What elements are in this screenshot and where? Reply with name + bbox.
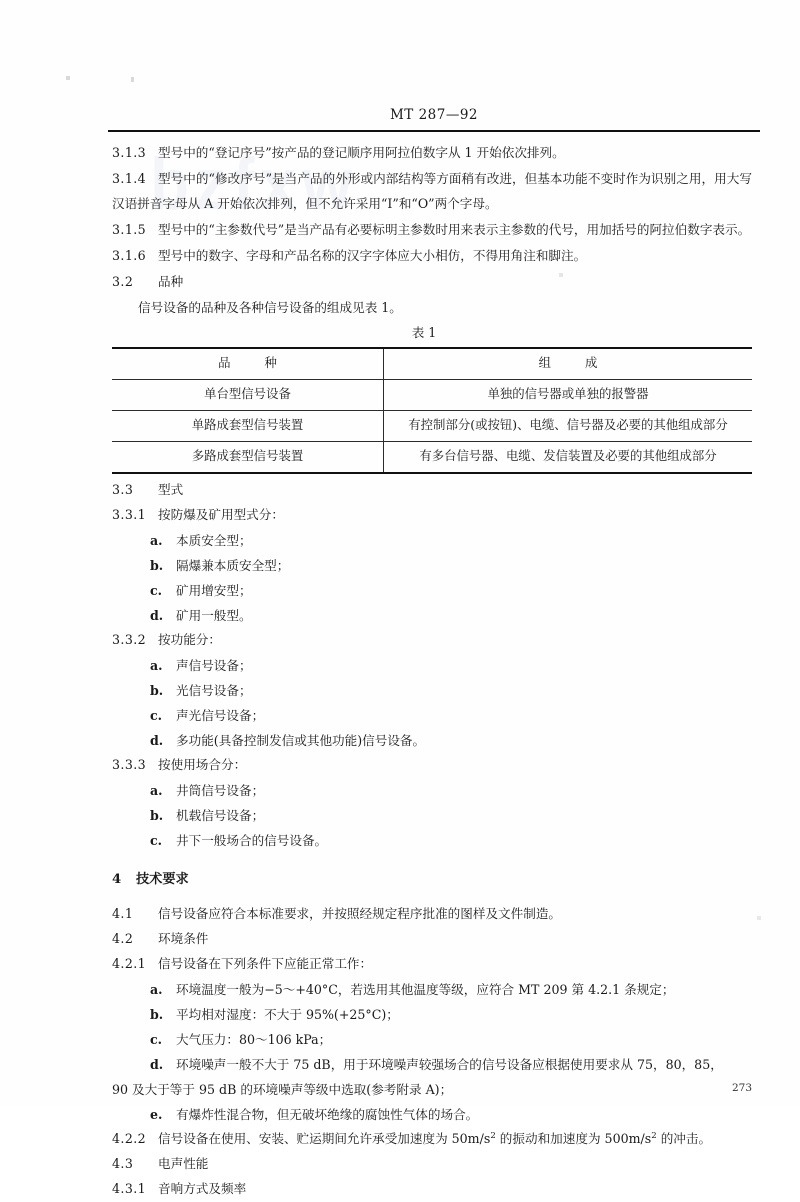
clause-4-1 <box>112 902 752 926</box>
clause-4-3-1-heading <box>112 1177 752 1201</box>
clause-title: 型式 <box>158 482 184 497</box>
item-text: 大气压力：80～106 kPa； <box>176 1032 332 1047</box>
table-cell-composition: 单独的信号器或单独的报警器 <box>384 380 753 411</box>
clause-3-3-1-heading <box>112 503 752 527</box>
clause-text: 型号中的“修改序号”是当产品的外形或内部结构等方面稍有改进，但基本功能不变时作为识别之用，用大写汉语拼音字母从 A 开始依次排列，但不允许采用“I”和“O”两个字母。 <box>112 171 752 211</box>
clause-4-2-1-heading <box>112 952 752 976</box>
table-1-caption: 表 1 <box>411 325 437 340</box>
list-item <box>112 1052 752 1077</box>
item-text: 声光信号设备； <box>176 708 265 723</box>
item-text: 本质安全型； <box>176 533 252 548</box>
item-text: 隔爆兼本质安全型； <box>176 558 290 573</box>
item-text: 有爆炸性混合物，但无破坏绝缘的腐蚀性气体的场合。 <box>176 1107 479 1122</box>
table-header-variety-b: 种 <box>264 355 277 371</box>
clause-3-1-4 <box>112 166 752 216</box>
list-item <box>112 603 752 628</box>
clause-text: 型号中的数字、字母和产品名称的汉字字体应大小相仿，不得用角注和脚注。 <box>158 248 587 263</box>
item-text: 井筒信号设备； <box>176 783 265 798</box>
page-number: 273 <box>731 1082 752 1094</box>
list-item <box>112 528 752 553</box>
table-header-variety <box>112 348 384 380</box>
clause-number: 3.3.2 <box>112 632 147 647</box>
clause-title: 电声性能 <box>158 1156 209 1171</box>
list-item <box>112 728 752 753</box>
paper-speck <box>131 77 134 82</box>
clause-text-part-a: 信号设备在使用、安装、贮运期间允许承受加速度为 50m/s <box>158 1131 491 1146</box>
clause-number: 3.1.4 <box>112 171 147 186</box>
list-item <box>112 578 752 603</box>
item-letter: e. <box>150 1107 163 1122</box>
item-letter: b. <box>150 1007 164 1022</box>
clause-3-1-5 <box>112 217 752 242</box>
list-item <box>112 703 752 728</box>
table-row <box>112 380 752 411</box>
list-item <box>112 778 752 803</box>
superscript-exponent: 2 <box>651 1130 657 1141</box>
clause-3-2-body: 信号设备的品种及各种信号设备的组成见表 1。 <box>138 300 402 315</box>
item-letter: c. <box>150 1032 163 1047</box>
table-header-row <box>112 348 752 380</box>
item-text: 环境噪声一般不大于 75 dB，用于环境噪声较强场合的信号设备应根据使用要求从 75，80，85， <box>176 1057 723 1072</box>
clause-text-part-b: 的振动和加速度为 500m/s <box>495 1131 652 1146</box>
paper-speck <box>66 76 70 80</box>
clause-text: 型号中的“登记序号”按产品的登记顺序用阿拉伯数字从 1 开始依次排列。 <box>158 145 565 160</box>
clause-text: 信号设备应符合本标准要求，并按照经规定程序批准的图样及文件制造。 <box>158 906 561 921</box>
list-item <box>112 553 752 578</box>
item-text: 井下一般场合的信号设备。 <box>176 833 328 848</box>
paper-speck <box>757 916 761 920</box>
clause-title: 按防爆及矿用型式分： <box>158 507 284 522</box>
table-cell-composition: 有多台信号器、电缆、发信装置及必要的其他组成部分 <box>384 442 753 474</box>
table-cell-variety: 单路成套型信号装置 <box>112 411 384 442</box>
clause-title: 按使用场合分： <box>158 757 247 772</box>
item-letter: a. <box>150 658 163 673</box>
table-cell-variety: 单台型信号设备 <box>112 380 384 411</box>
table-header-variety-a: 品 <box>218 355 231 371</box>
clause-number: 3.1.6 <box>112 248 147 263</box>
table-header-composition-a: 组 <box>538 355 551 371</box>
clause-number: 3.3 <box>112 482 134 497</box>
section-title: 技术要求 <box>136 872 189 887</box>
item-letter: c. <box>150 833 163 848</box>
item-text: 环境温度一般为−5～+40°C，若选用其他温度等级，应符合 MT 209 第 4.2.1 条规定； <box>176 982 675 997</box>
clause-text: 型号中的“主参数代号”是当产品有必要标明主参数时用来表示主参数的代号，用加括号的阿拉伯数字表示。 <box>158 222 751 237</box>
table-cell-variety: 多路成套型信号装置 <box>112 442 384 474</box>
list-item <box>112 1002 752 1027</box>
clause-4-2-heading <box>112 927 752 951</box>
document-body <box>112 140 752 1202</box>
clause-number: 4.3 <box>112 1156 134 1171</box>
clause-3-2-heading <box>112 269 752 294</box>
clause-text-part-c: 的冲击。 <box>656 1131 712 1146</box>
item-letter: a. <box>150 783 163 798</box>
clause-number: 3.1.5 <box>112 222 147 237</box>
clause-3-1-6 <box>112 243 752 268</box>
item-letter: c. <box>150 708 163 723</box>
item-letter: a. <box>150 533 163 548</box>
item-letter: d. <box>150 1057 164 1072</box>
table-row <box>112 411 752 442</box>
table-header-composition <box>384 348 753 380</box>
clause-number: 3.2 <box>112 274 134 289</box>
item-letter: b. <box>150 558 164 573</box>
table-1 <box>112 347 752 474</box>
item-letter: d. <box>150 608 164 623</box>
clause-number: 4.1 <box>112 906 134 921</box>
clause-title: 音响方式及频率 <box>158 1181 247 1196</box>
clause-number: 4.2.1 <box>112 956 147 971</box>
item-text: 矿用一般型。 <box>176 608 252 623</box>
clause-3-1-3 <box>112 140 752 165</box>
clause-3-3-3-heading <box>112 753 752 777</box>
item-letter: a. <box>150 982 163 997</box>
list-item <box>112 803 752 828</box>
page-header <box>108 104 760 123</box>
clause-number: 3.3.3 <box>112 757 147 772</box>
clause-4-2-2 <box>112 1127 752 1151</box>
item-text: 光信号设备； <box>176 683 252 698</box>
clause-number: 3.3.1 <box>112 507 147 522</box>
item-text: 声信号设备； <box>176 658 252 673</box>
section-heading-4 <box>112 867 752 893</box>
item-text: 平均相对湿度：不大于 95%(+25°C)； <box>176 1007 399 1022</box>
list-item <box>112 653 752 678</box>
list-item <box>112 977 752 1002</box>
list-item <box>112 828 752 853</box>
item-letter: d. <box>150 733 164 748</box>
item-text: 矿用增安型； <box>176 583 252 598</box>
header-rule <box>108 130 760 132</box>
clause-title: 品种 <box>158 274 184 289</box>
item-letter: b. <box>150 683 164 698</box>
item-text: 多功能(具备控制发信或其他功能)信号设备。 <box>176 733 426 748</box>
clause-title: 信号设备在下列条件下应能正常工作： <box>158 956 373 971</box>
clause-3-3-2-heading <box>112 628 752 652</box>
section-number: 4 <box>112 872 122 887</box>
table-cell-composition: 有控制部分(或按钮)、电缆、信号器及必要的其他组成部分 <box>384 411 753 442</box>
table-row <box>112 442 752 474</box>
list-item <box>112 678 752 703</box>
list-item <box>112 1027 752 1052</box>
clause-title: 按功能分： <box>158 632 221 647</box>
item-text: 机载信号设备； <box>176 808 265 823</box>
clause-number: 4.2 <box>112 931 134 946</box>
clause-number: 4.2.2 <box>112 1131 147 1146</box>
standard-designation: MT 287—92 <box>389 107 479 123</box>
item-letter: c. <box>150 583 163 598</box>
clause-number: 4.3.1 <box>112 1181 147 1196</box>
clause-4-3-heading <box>112 1152 752 1176</box>
superscript-exponent: 2 <box>490 1130 496 1141</box>
clause-number: 3.1.3 <box>112 145 147 160</box>
item-letter: b. <box>150 808 164 823</box>
clause-3-3-heading <box>112 478 752 502</box>
table-header-composition-b: 成 <box>585 355 598 371</box>
clause-title: 环境条件 <box>158 931 209 946</box>
list-item-continuation: 90 及大于等于 95 dB 的环境噪声等级中选取(参考附录 A)； <box>112 1082 453 1097</box>
